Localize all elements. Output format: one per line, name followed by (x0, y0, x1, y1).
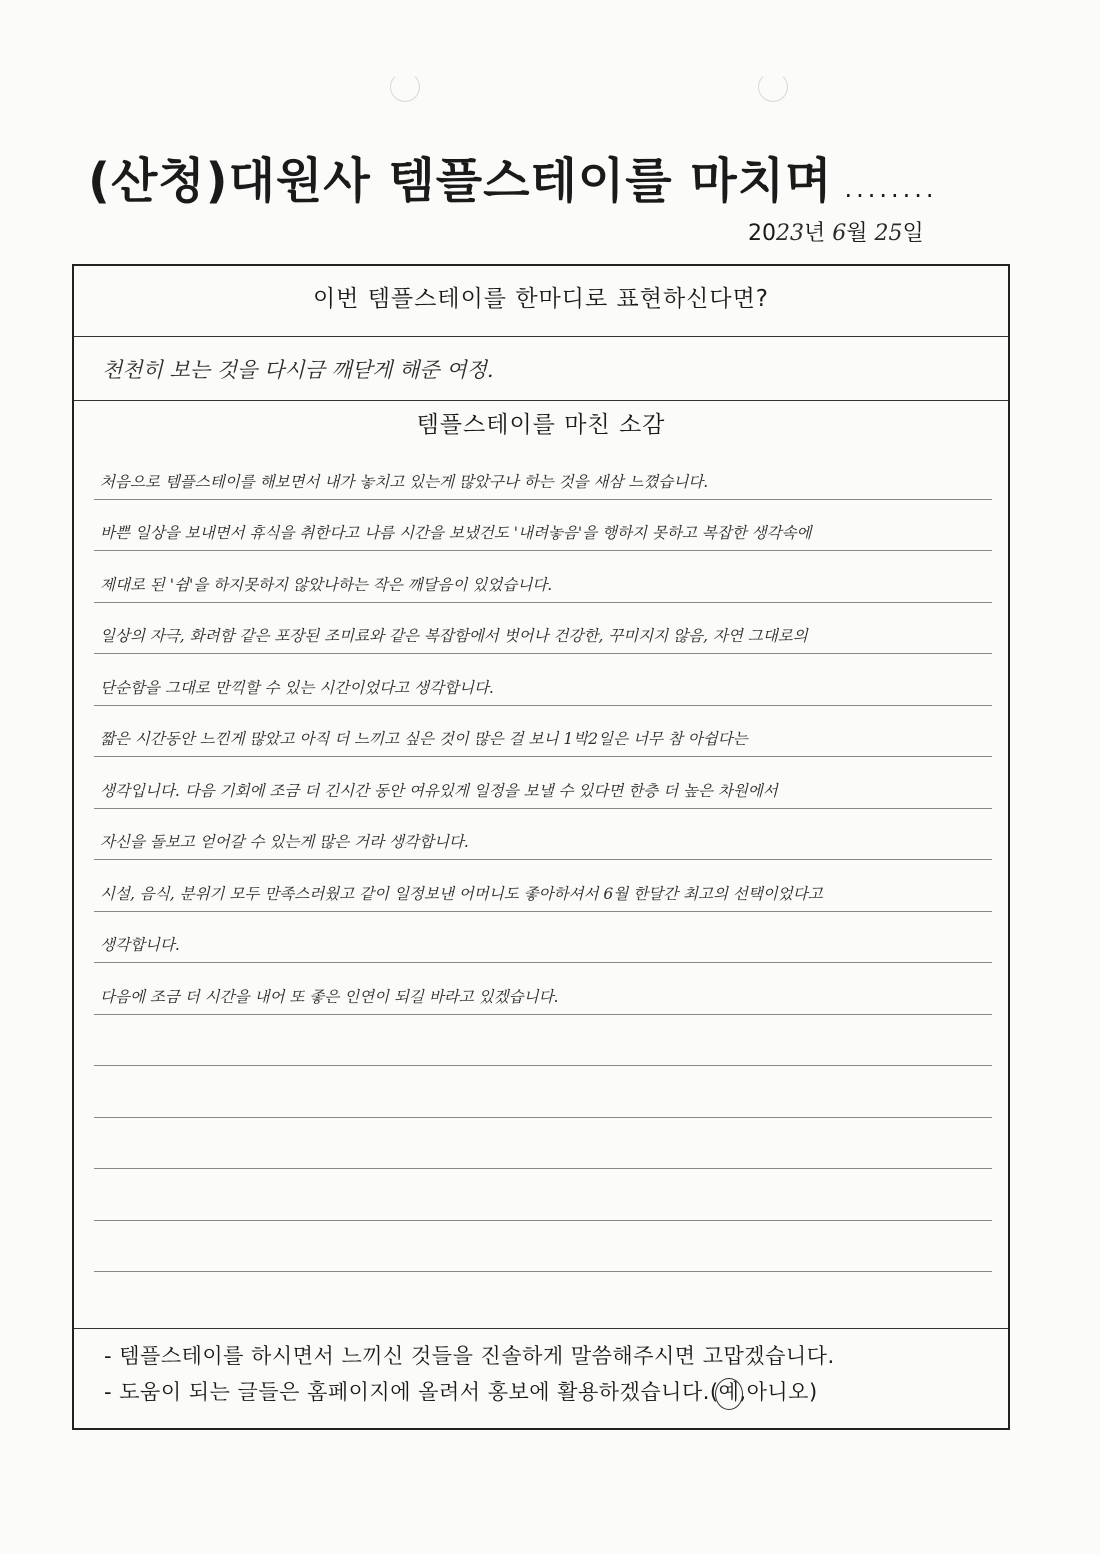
date-year-unit: 년 (804, 221, 826, 246)
date-year-suffix: 23 (776, 221, 804, 246)
ruled-line (94, 706, 992, 758)
date-month: 6 (832, 221, 847, 246)
ruled-line (94, 963, 992, 1015)
note-line-1: - 템플스테이를 하시면서 느끼신 것들을 진솔하게 말씀해주시면 고맙겠습니다. (104, 1344, 835, 1368)
option-separator: , (739, 1380, 747, 1404)
handwritten-text: 생각합니다. (100, 936, 180, 954)
ruled-line (94, 1066, 992, 1118)
handwritten-text: 다음에 조금 더 시간을 내어 또 좋은 인연이 되길 바라고 있겠습니다. (100, 987, 559, 1006)
notes-block (104, 1338, 994, 1410)
ruled-line (94, 809, 992, 861)
page-title (88, 142, 1028, 211)
ruled-line (94, 1015, 992, 1067)
section1-divider (74, 336, 1008, 337)
handwritten-text: 바쁜 일상을 보내면서 휴식을 취한다고 나름 시간을 보냈건도 '내려놓음'을 행하지 못하고 복잡한 생각속에 (100, 524, 812, 542)
date-day-unit: 일 (902, 221, 924, 246)
feedback-form (72, 264, 1010, 1430)
section2-heading: 템플스테이를 마친 소감 (416, 412, 666, 438)
option-yes-circled: 예 (719, 1374, 740, 1410)
option-no: 아니오 (746, 1380, 809, 1404)
handwritten-text: 제대로 된 '쉼'을 하지못하지 않았나하는 작은 깨달음이 있었습니다. (100, 575, 553, 594)
section1-answer: 천천히 보는 것을 다시금 깨닫게 해준 여정. (102, 358, 494, 382)
ruled-line (94, 654, 992, 706)
ruled-line (94, 448, 992, 500)
handwritten-text: 단순함을 그대로 만끽할 수 있는 시간이었다고 생각합니다. (100, 678, 494, 697)
section-divider (74, 400, 1008, 401)
title-text: (산청)대원사 템플스테이를 마치며 (88, 153, 833, 209)
ruled-line (94, 912, 992, 964)
punch-hole-left (390, 72, 420, 102)
ruled-line (94, 1221, 992, 1273)
note-line-2-prefix: - 도움이 되는 글들은 홈페이지에 올려서 홍보에 활용하겠습니다.( (104, 1380, 719, 1404)
date-year-prefix: 20 (748, 221, 776, 246)
punch-hole-right (758, 72, 788, 102)
section1-heading: 이번 템플스테이를 한마디로 표현하신다면? (312, 286, 770, 312)
handwritten-text: 일상의 자극, 화려함 같은 포장된 조미료와 같은 복잡함에서 벗어나 건강한, 꾸미지지 않음, 자연 그대로의 (100, 627, 808, 645)
notes-divider (74, 1328, 1008, 1329)
impression-lines (94, 448, 992, 1272)
handwritten-text: 처음으로 템플스테이를 해보면서 내가 놓치고 있는게 많았구나 하는 것을 새삼 느꼈습니다. (100, 472, 709, 491)
handwritten-text: 짧은 시간동안 느낀게 많았고 아직 더 느끼고 싶은 것이 많은 걸 보니 1박2일은 너무 참 아쉽다는 (100, 730, 748, 748)
ruled-line (94, 603, 992, 655)
date-month-unit: 월 (846, 221, 868, 246)
handwritten-text: 자신을 돌보고 얻어갈 수 있는게 많은 거라 생각합니다. (100, 833, 469, 851)
ruled-line (94, 860, 992, 912)
note-line-2 (104, 1374, 994, 1410)
title-dots: ........ (844, 175, 938, 203)
ruled-line (94, 1118, 992, 1170)
ruled-line (94, 551, 992, 603)
ruled-line (94, 757, 992, 809)
handwritten-text: 생각입니다. 다음 기회에 조금 더 긴시간 동안 여유있게 일정을 보낼 수 있다면 한층 더 높은 차원에서 (100, 781, 778, 800)
handwritten-text: 시설, 음식, 분위기 모두 만족스러웠고 같이 일정보낸 어머니도 좋아하셔서 6월 한달간 최고의 선택이었다고 (100, 884, 823, 903)
ruled-line (94, 500, 992, 552)
note-line-2-suffix: ) (808, 1380, 818, 1404)
date-day: 25 (874, 221, 903, 246)
ruled-line (94, 1169, 992, 1221)
date-line (748, 216, 924, 247)
